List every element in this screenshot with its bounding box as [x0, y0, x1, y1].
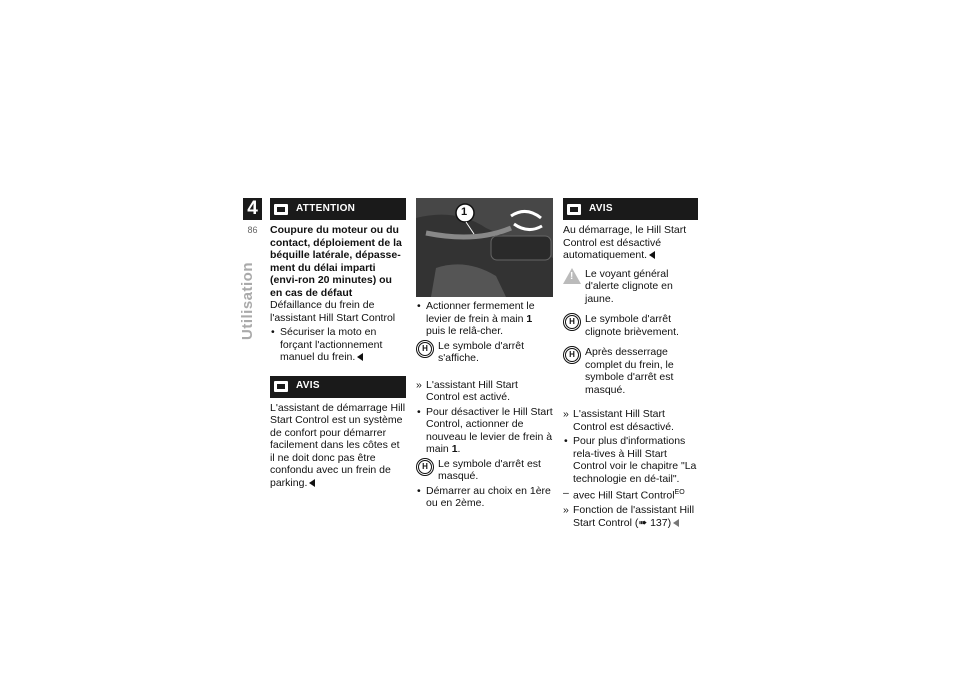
- page-number: 86: [247, 225, 258, 235]
- note-h1-text: Le symbole d'arrêt clignote brièvement.: [585, 313, 679, 338]
- warning-text: Défaillance du frein de l'assistant Hill Start Control: [270, 299, 396, 324]
- note-2-text: Le symbole d'arrêt est masqué.: [438, 457, 541, 482]
- hold-symbol-icon: H: [563, 346, 581, 364]
- warning-title: Coupure du moteur ou du contact, déploiement de la béquille latérale, dépasse-ment du délai imparti (envi-ron 20 minutes) ou en cas de défaut: [270, 224, 402, 299]
- cross-reference[interactable]: [563, 504, 698, 529]
- hold-symbol-icon: H: [416, 340, 434, 358]
- step-3: • Démarrer au choix en 1ère ou en 2ème.: [416, 485, 553, 510]
- note-h1: [563, 313, 698, 338]
- warning-bullet-text: Sécuriser la moto en forçant l'actionnement manuel du frein.: [280, 326, 383, 363]
- hold-symbol-icon: H: [563, 313, 581, 331]
- brake-lever-photo: [416, 198, 553, 297]
- warning-triangle-icon: [563, 268, 581, 284]
- attention-icon: [274, 204, 288, 215]
- page-ref-icon: ➠: [638, 516, 648, 529]
- step-1: [416, 300, 553, 338]
- end-mark-icon: [357, 353, 363, 361]
- end-mark-icon: [649, 251, 655, 259]
- option-sup: EO: [674, 489, 685, 496]
- option-text: avec Hill Start Control: [573, 489, 675, 502]
- avis-label: AVIS: [296, 380, 320, 392]
- hold-symbol-icon: H: [416, 458, 434, 476]
- attention-label: ATTENTION: [296, 202, 356, 214]
- chapter-label: Utilisation: [239, 261, 256, 340]
- avis-banner-1: [270, 376, 406, 398]
- note-warn-text: Le voyant général d'alerte clignote en jaune.: [585, 267, 673, 305]
- note-h2-text: Après desserrage complet du frein, le symbole d'arrêt est masqué.: [585, 346, 674, 396]
- step-2-num: 1: [451, 443, 458, 455]
- avis-label: AVIS: [589, 202, 613, 214]
- step-2: [416, 406, 553, 456]
- avis-intro-text: Au démarrage, le Hill Start Control est désactivé automatiquement.: [563, 224, 687, 261]
- figure-label: 1: [461, 206, 468, 218]
- step-1-text-a: Actionner fermement le levier de frein à main: [426, 300, 535, 325]
- note-warn: [563, 268, 698, 306]
- ref-page: 137): [647, 516, 672, 529]
- step-1-num: 1: [526, 312, 533, 325]
- avis-text: [270, 402, 406, 490]
- chapter-number: 4: [243, 198, 262, 220]
- warning-bullet: [270, 326, 406, 364]
- option-line: [563, 487, 698, 502]
- avis-icon: [274, 381, 288, 392]
- step-2-text-b: .: [457, 443, 461, 455]
- step-1-text-b: puis le relâ-cher.: [426, 325, 504, 337]
- avis-icon: [567, 204, 581, 215]
- end-mark-icon: [673, 519, 679, 527]
- note-2: [416, 458, 553, 483]
- column-3: [563, 198, 698, 529]
- column-1: [270, 198, 406, 489]
- avis-banner-2: [563, 198, 698, 220]
- handlebar-illustration: [416, 198, 553, 297]
- avis-intro: [563, 224, 698, 262]
- attention-banner: [270, 198, 406, 220]
- ref-text: Fonction de l'assistant Hill Start Control (: [573, 504, 695, 529]
- column-2: [416, 198, 553, 510]
- result-2: » L'assistant Hill Start Control est désactivé.: [563, 408, 698, 433]
- step-2-text-a: Pour désactiver le Hill Start Control, actionner de nouveau le levier de frein à main: [426, 405, 553, 455]
- end-mark-icon: [309, 479, 315, 487]
- note-h2: [563, 346, 698, 396]
- note-1-text: Le symbole d'arrêt s'affiche.: [438, 339, 525, 364]
- result-1: » L'assistant Hill Start Control est activé.: [416, 379, 553, 404]
- note-1: [416, 340, 553, 365]
- more-info: • Pour plus d'informations rela-tives à Hill Start Control voir le chapitre "La technologie en dé-tail".: [563, 435, 698, 485]
- avis-text-body: L'assistant de démarrage Hill Start Control est un système de confort pour démarrer facilement dans les côtes et il ne doit donc pas être confondu avec un frein de parking.: [270, 401, 406, 489]
